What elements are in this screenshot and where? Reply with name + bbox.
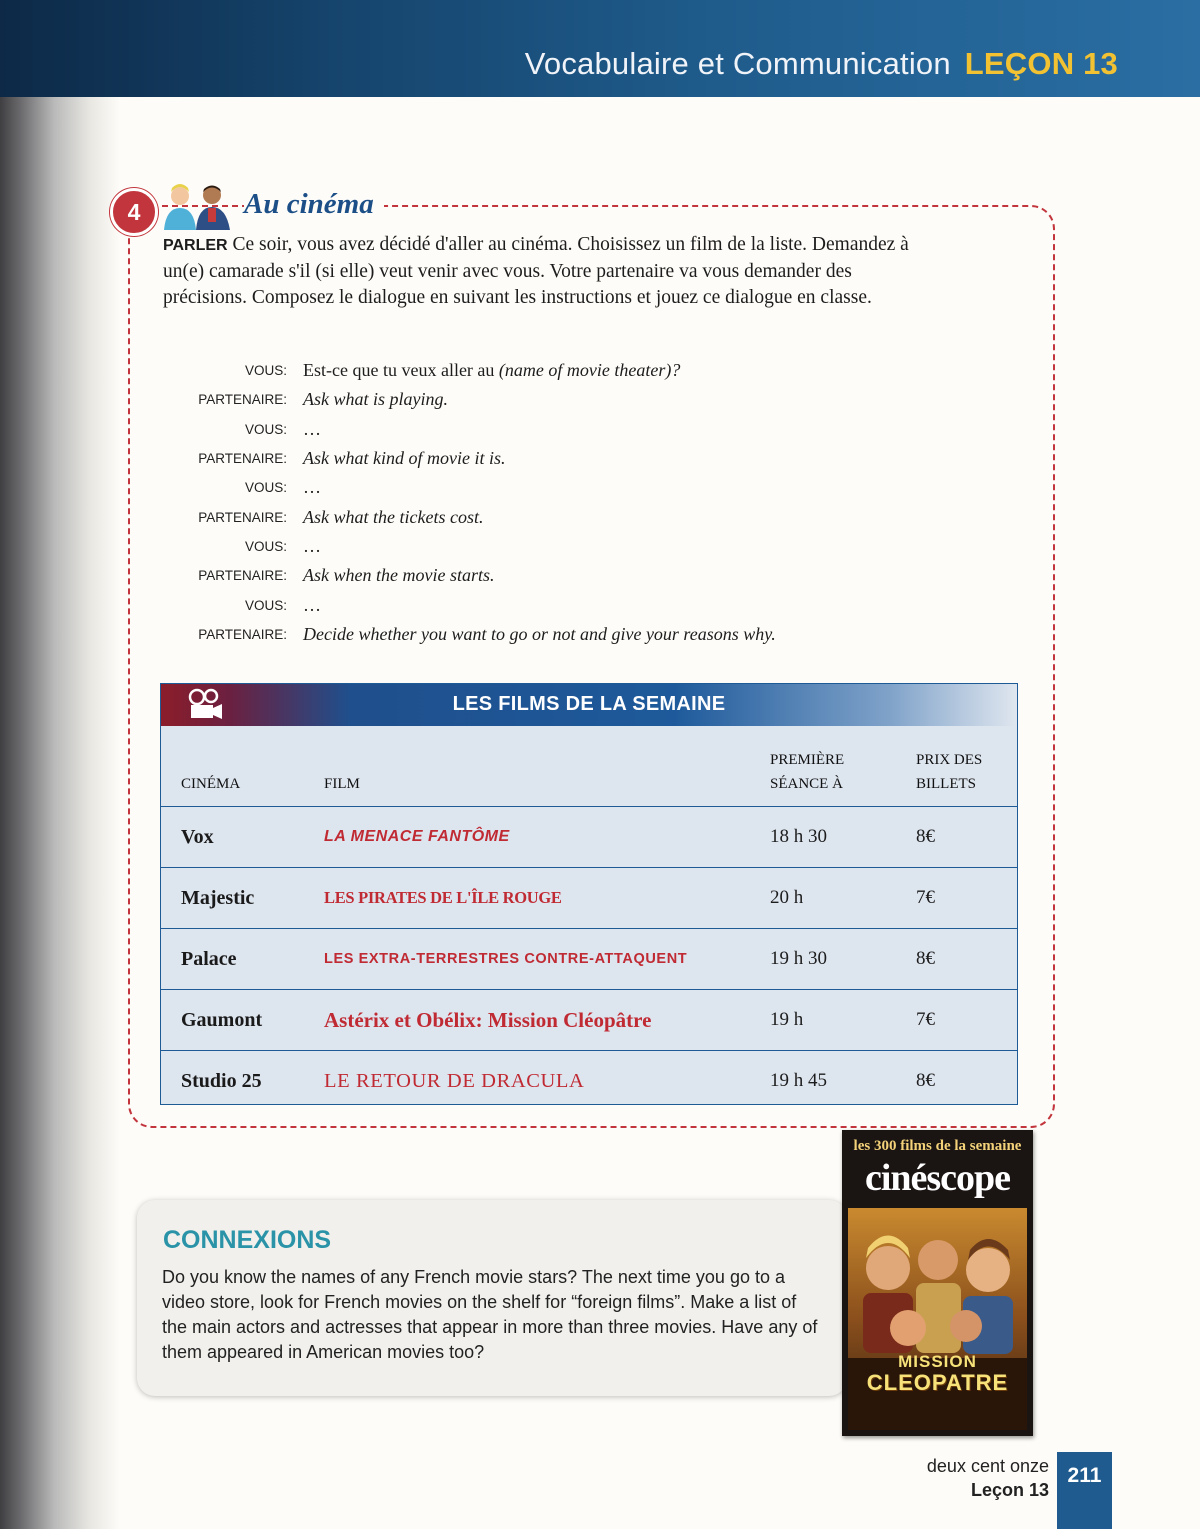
- speaker-label: VOUS:: [244, 421, 287, 437]
- line-note: Decide whether you want to go or not and give your reasons why.: [303, 623, 776, 644]
- speaker-label: PARTENAIRE:: [198, 568, 287, 584]
- ticket-price: 7€: [912, 868, 1017, 929]
- dialogue-line: [163, 385, 963, 414]
- line-text: …: [303, 477, 321, 498]
- page-number: 211: [1067, 1464, 1102, 1487]
- header-prix-line2: BILLETS: [916, 776, 976, 792]
- dialogue-line: [163, 356, 963, 385]
- dialogue-line: [163, 561, 963, 590]
- connexions-text: Do you know the names of any French movie stars? The next time you go to a video store, look for French movies on the shelf for “foreign films”. Make a list of the main actors and actresses that appear in more than three movies. Have any of them appeared in American movies too?: [162, 1267, 818, 1362]
- line-note: Ask what the tickets cost.: [303, 506, 484, 527]
- header-seance: [770, 726, 912, 807]
- header-seance-line1: PREMIÈRE: [770, 752, 845, 768]
- pair-work-icon: [160, 182, 236, 230]
- table-row: [161, 929, 1017, 990]
- instructions-text: Ce soir, vous avez décidé d'aller au cinéma. Choisissez un film de la liste. Demandez à un(e) camarade s'il (si elle) veut venir avec vous. Votre partenaire va vous demander des précisions. Composez le dialogue en suivant les instructions et jouez ce dialogue en classe.: [163, 234, 909, 308]
- activity-title: Au cinéma: [244, 188, 384, 221]
- speaker-label: VOUS:: [244, 538, 287, 554]
- header-title: Vocabulaire et Communication LEÇON 13: [524, 46, 1118, 81]
- chapter-header: [0, 0, 1200, 97]
- magazine-cover-line2: CLEOPATRE: [866, 1370, 1009, 1395]
- activity-instructions: [163, 232, 923, 311]
- page-footer: [927, 1454, 1049, 1502]
- activity-number: 4: [110, 188, 158, 236]
- films-table-title: LES FILMS DE LA SEMAINE: [452, 693, 726, 715]
- films-table-banner: [161, 684, 1017, 726]
- table-row: [161, 868, 1017, 929]
- magazine-tagline: les 300 films de la semaine: [853, 1138, 1022, 1154]
- films-table-panel: [160, 683, 1018, 1105]
- seance-time: 19 h 45: [770, 1051, 912, 1112]
- header-film: FILM: [324, 776, 360, 792]
- ticket-price: 8€: [912, 1051, 1017, 1112]
- line-note: Ask what is playing.: [303, 389, 448, 410]
- speaker-label: PARTENAIRE:: [198, 626, 287, 642]
- dialogue-line: [163, 444, 963, 473]
- film-title: LE RETOUR DE DRACULA: [324, 1051, 770, 1112]
- dialogue-line: [163, 502, 963, 531]
- magazine-cover-line1: MISSION: [898, 1352, 977, 1371]
- films-header-row: [161, 726, 1017, 807]
- cinema-name: Gaumont: [161, 990, 324, 1051]
- page-number-tab: [1057, 1452, 1112, 1529]
- table-row: [161, 1051, 1017, 1112]
- line-text: …: [303, 535, 321, 556]
- ticket-price: 8€: [912, 929, 1017, 990]
- speaker-label: PARTENAIRE:: [198, 509, 287, 525]
- film-title: Astérix et Obélix: Mission Cléopâtre: [324, 990, 770, 1051]
- line-text: Est-ce que tu veux aller au: [303, 360, 495, 381]
- connexions-title: CONNEXIONS: [163, 1226, 332, 1254]
- speaker-label: VOUS:: [244, 363, 287, 379]
- magazine-cover-image: [842, 1130, 1033, 1436]
- dialogue-line: [163, 590, 963, 619]
- header-cinema: CINÉMA: [181, 776, 241, 792]
- cinema-name: Majestic: [161, 868, 324, 929]
- films-table: [161, 726, 1017, 1111]
- header-prix: [912, 726, 1017, 807]
- cinema-name: Palace: [161, 929, 324, 990]
- seance-time: 19 h: [770, 990, 912, 1051]
- film-title: LES EXTRA-TERRESTRES CONTRE-ATTAQUENT: [324, 929, 770, 990]
- dialogue-line: [163, 620, 963, 649]
- line-text: …: [303, 594, 321, 615]
- speaker-label: VOUS:: [244, 480, 287, 496]
- line-note: Ask when the movie starts.: [303, 565, 495, 586]
- magazine-name: cinéscope: [864, 1157, 1011, 1199]
- seance-time: 19 h 30: [770, 929, 912, 990]
- ticket-price: 7€: [912, 990, 1017, 1051]
- dialogue-line: [163, 532, 963, 561]
- table-row: [161, 990, 1017, 1051]
- seance-time: 18 h 30: [770, 807, 912, 868]
- line-note: (name of movie theater)?: [498, 360, 681, 381]
- footer-lesson: Leçon 13: [970, 1480, 1049, 1500]
- speaker-label: VOUS:: [244, 597, 287, 613]
- dialogue-line: [163, 415, 963, 444]
- line-note: Ask what kind of movie it is.: [303, 448, 506, 469]
- seance-time: 20 h: [770, 868, 912, 929]
- connexions-box: [137, 1200, 847, 1396]
- speaker-label: PARTENAIRE:: [198, 451, 287, 467]
- cinema-name: Studio 25: [161, 1051, 324, 1112]
- table-row: [161, 807, 1017, 868]
- header-prix-line1: PRIX DES: [916, 752, 983, 768]
- cinema-name: Vox: [161, 807, 324, 868]
- skill-label: PARLER: [163, 237, 228, 254]
- line-text: …: [303, 418, 321, 439]
- ticket-price: 8€: [912, 807, 1017, 868]
- magazine-cover-art: [848, 1208, 1027, 1430]
- book-gutter-shadow: [0, 0, 120, 1529]
- speaker-label: PARTENAIRE:: [198, 392, 287, 408]
- film-title: LES PIRATES DE L'ÎLE ROUGE: [324, 868, 770, 929]
- header-seance-line2: SÉANCE À: [770, 776, 843, 792]
- film-title: LA MENACE FANTÔME: [324, 807, 770, 868]
- dialogue-line: [163, 473, 963, 502]
- page-number-words: deux cent onze: [926, 1456, 1049, 1476]
- dialogue-table: [163, 356, 963, 649]
- header-lesson: LEÇON 13: [964, 46, 1118, 81]
